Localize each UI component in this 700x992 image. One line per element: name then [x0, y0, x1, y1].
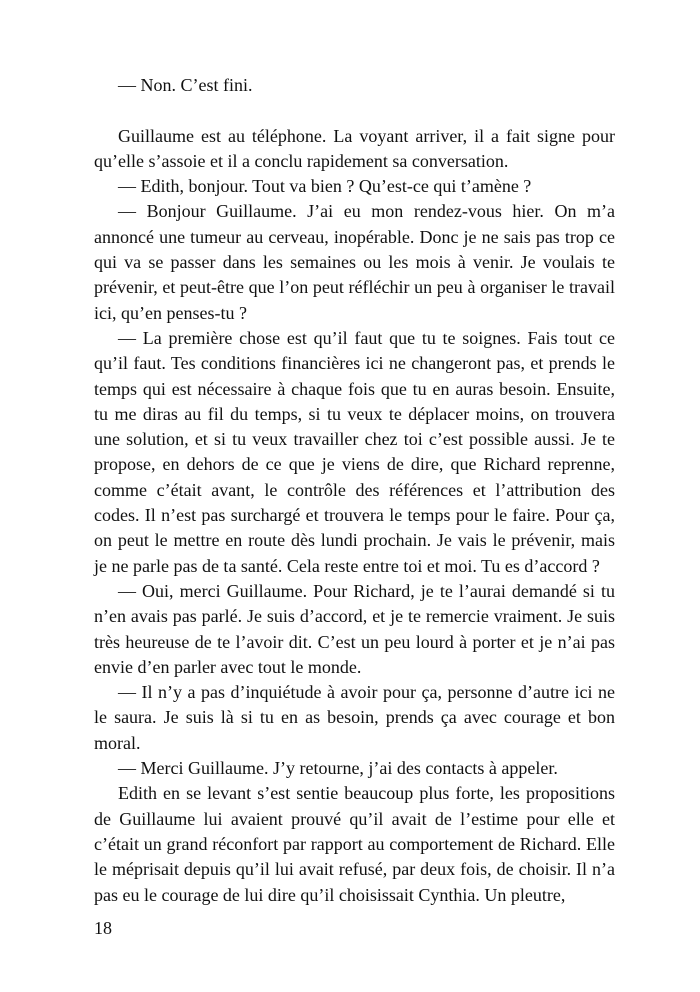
- paragraph: Guillaume est au téléphone. La voyant arriver, il a fait signe pour qu’elle s’assoie et il a conclu rapidement sa conversation.: [94, 125, 615, 171]
- paragraph: — Oui, merci Guillaume. Pour Richard, je te l’aurai demandé si tu n’en avais pas parlé. Je suis d’accord, et je te remercie vraiment. Je suis très heureuse de te l’avoir dit. C’est un peu lourd à porter et je n’ai pas envie d’en parler avec tout le monde.: [94, 580, 615, 677]
- paragraph: — La première chose est qu’il faut que tu te soignes. Fais tout ce qu’il faut. Tes conditions financières ici ne changeront pas, et prends le temps qui est nécessaire à chaque fois que tu en auras besoin. Ensuite, tu me diras au fil du temps, si tu veux te déplacer moins, on trouvera une solution, et si tu veux travailler chez toi c’est possible aussi. Je te propose, en dehors de ce que je viens de dire, que Richard reprenne, comme c’était avant, le contrôle des références et l’attribution des codes. Il n’est pas surchargé et trouvera le temps pour le faire. Pour ça, on peut le mettre en route dès lundi prochain. Je vais le prévenir, mais je ne parle pas de ta santé. Cela reste entre toi et moi. Tu es d’accord ?: [94, 327, 615, 576]
- paragraph: — Non. C’est fini.: [118, 75, 253, 95]
- body-text: [94, 73, 615, 908]
- paragraph: — Edith, bonjour. Tout va bien ? Qu’est-ce qui t’amène ?: [118, 176, 532, 197]
- paragraph: — Bonjour Guillaume. J’ai eu mon rendez-vous hier. On m’a annoncé une tumeur au cerveau, inopérable. Donc je ne sais pas trop ce qui va se passer dans les semaines ou les mois à venir. Je voulais te prévenir, et peut-être que l’on peut réfléchir un peu à organiser le travail ici, qu’en penses-tu ?: [94, 201, 615, 323]
- paragraph: Edith en se levant s’est sentie beaucoup plus forte, les propositions de Guillaume lui avaient prouvé qu’il avait de l’estime pour elle et c’était un grand réconfort par rapport au comportement de Richard. Elle le méprisait depuis qu’il lui avait refusé, par deux fois, de choisir. Il n’a pas eu le courage de lui dire qu’il choisissait Cynthia. Un pleutre,: [94, 783, 615, 905]
- page-number: 18: [94, 918, 112, 938]
- paragraph: — Merci Guillaume. J’y retourne, j’ai des contacts à appeler.: [118, 758, 558, 779]
- paragraph: — Il n’y a pas d’inquiétude à avoir pour ça, personne d’autre ici ne le saura. Je suis là si tu en as besoin, prends ça avec courage et bon moral.: [94, 682, 615, 753]
